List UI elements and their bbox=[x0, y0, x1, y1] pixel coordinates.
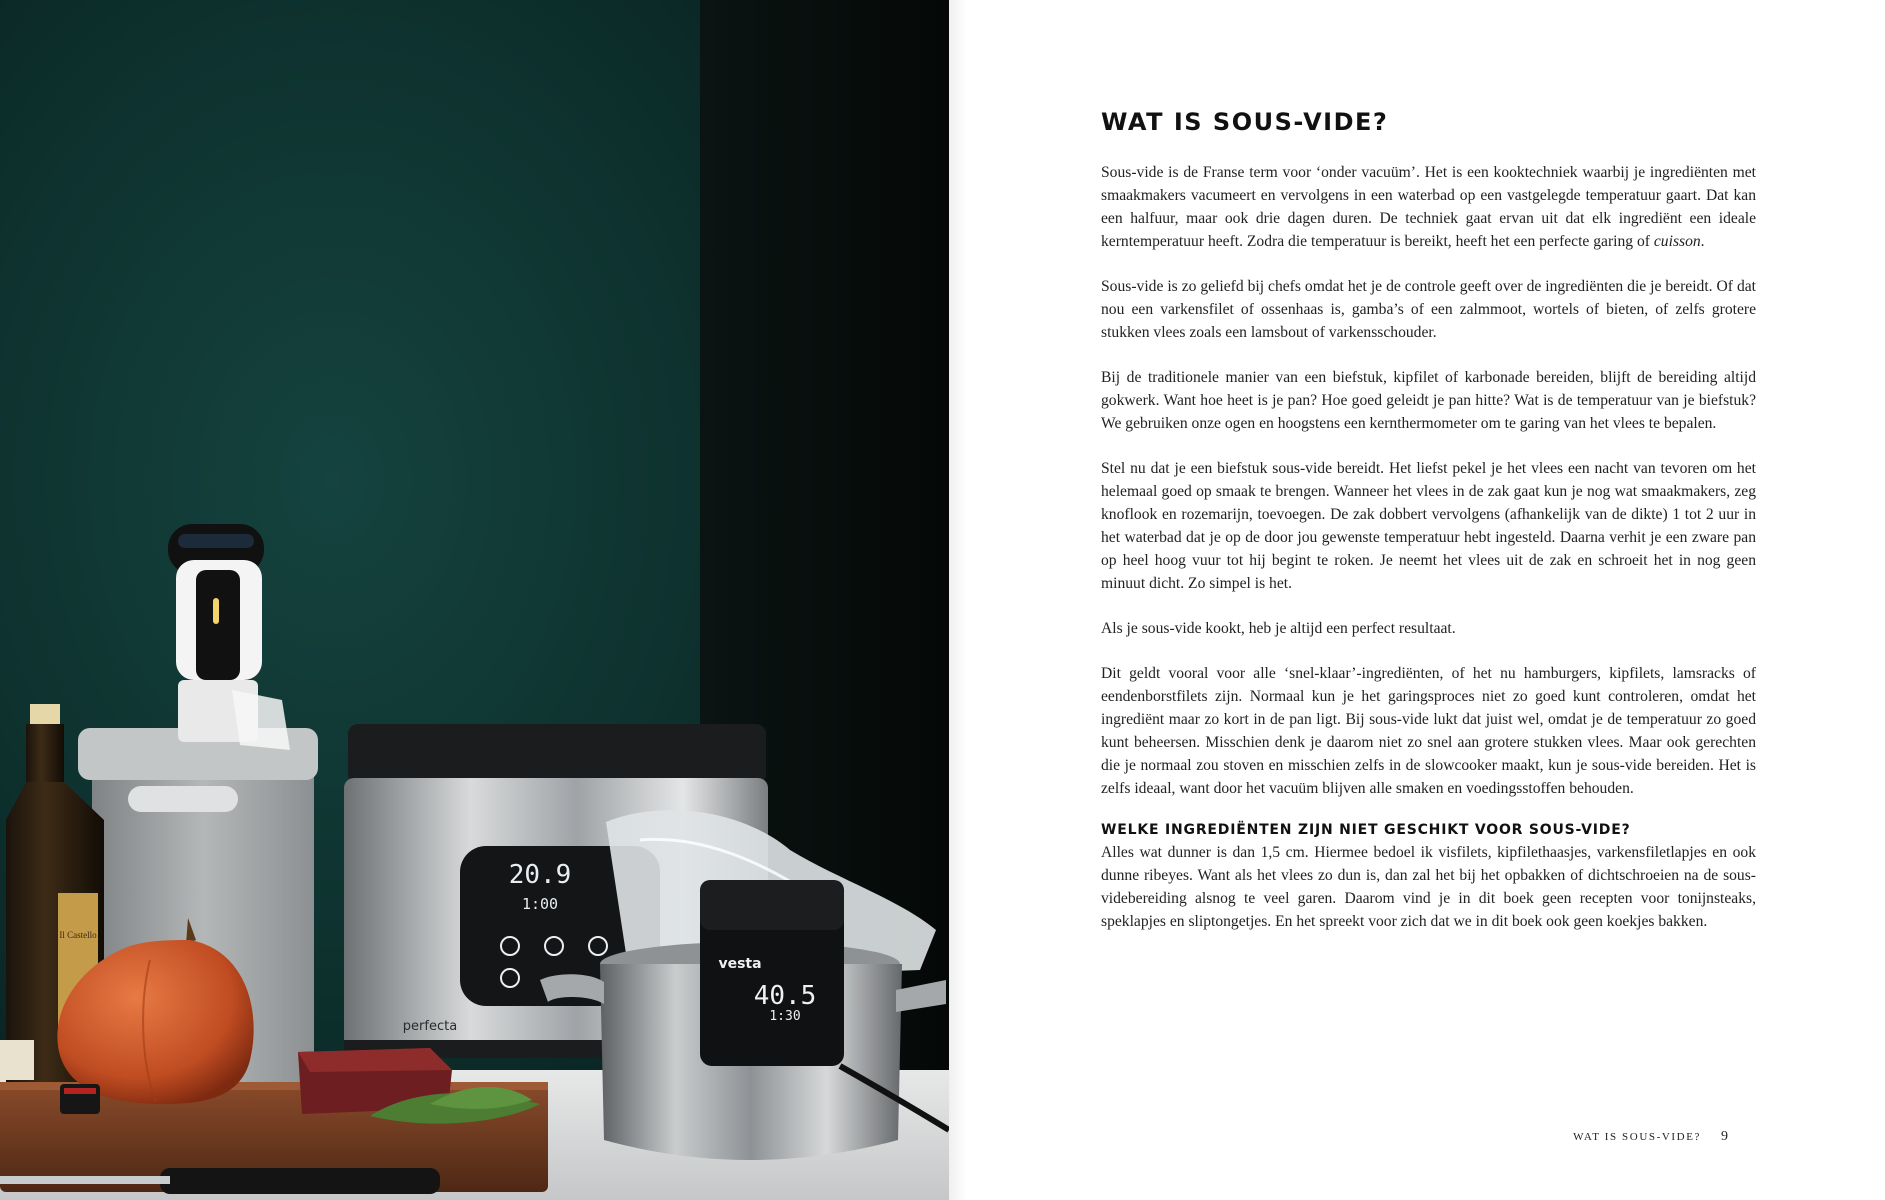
page-footer bbox=[949, 1129, 1885, 1149]
section-subtitle: WELKE INGREDIËNTEN ZIJN NIET GESCHIKT VOOR SOUS-VIDE? bbox=[1101, 822, 1631, 838]
bath-brand: perfecta bbox=[402, 1019, 458, 1034]
body-text bbox=[1101, 161, 1756, 955]
bath-display-temp: 20.9 bbox=[508, 860, 572, 890]
paragraph-7: Alles wat dunner is dan 1,5 cm. Hiermee bedoel ik visfilets, kipfilethaasjes, varkensfiletlapjes en ook dunne ribeyes. Want als het vlees zo dun is, dan zal het bij het opbakken of dichtschroeien na de sous-videbereiding alsnog te veel garen. Daarom vind je in dit boek geen recepten voor tonijnsteaks, speklapjes en sliptongetjes. En het spreekt voor zich dat we in dit boek ook geen koekjes bakken. bbox=[1101, 844, 1756, 930]
stick-display-temp: 40.5 bbox=[753, 981, 817, 1011]
bottle-label: Il Castello bbox=[59, 930, 97, 940]
cuisson-term: cuisson bbox=[1653, 233, 1701, 250]
running-head: WAT IS SOUS-VIDE? bbox=[1573, 1131, 1701, 1143]
paragraph-4: Stel nu dat je een biefstuk sous-vide bereidt. Het liefst pekel je het vlees een nacht van tevoren om het helemaal goed op smaak te brengen. Wanneer het vlees in de zak gaat kun je nog wat smaakmakers, zeg knoflook en rozemarijn, toevoegen. De zak dobbert vervolgens (afhankelijk van de dikte) 1 tot 2 uur in het waterbad dat je op de door jou gewenste temperatuur hebt ingesteld. Daarna verhit je een zware pan op heel hoog vuur tot hij begint te roken. Je neemt het vlees uit de zak en schroeit het in nog geen minuut dicht. Zo simpel is het. bbox=[1101, 460, 1756, 592]
cuisson-period: . bbox=[1700, 233, 1705, 250]
page-number: 9 bbox=[1721, 1129, 1728, 1144]
stick-display-time: 1:30 bbox=[769, 1009, 801, 1024]
text-page bbox=[949, 0, 1885, 1200]
page-title: WAT IS SOUS-VIDE? bbox=[1101, 108, 1389, 136]
stick-brand: vesta bbox=[718, 956, 762, 972]
bath-display-time: 1:00 bbox=[521, 895, 559, 913]
paragraph-2: Sous-vide is zo geliefd bij chefs omdat het je de controle geeft over de ingrediënten die je bereidt. Of dat nou een varkensfilet of ossenhaas is, gamba’s of een zalmmoot, wortels of bieten, of zelfs grotere stukken vlees zoals een lamsbout of varkensschouder. bbox=[1101, 278, 1756, 341]
paragraph-3: Bij de traditionele manier van een biefstuk, kipfilet of karbonade bereiden, blijft de bereiding altijd gokwerk. Want hoe heet is je pan? Hoe goed geleidt je pan hitte? Wat is de temperatuur van je biefstuk? We gebruiken onze ogen en hoogstens een kernthermometer om te garing van het vlees te bepalen. bbox=[1101, 369, 1756, 432]
gutter-shade bbox=[949, 0, 967, 1200]
paragraph-1 bbox=[1101, 161, 1756, 253]
paragraph-6: Dit geldt vooral voor alle ‘snel-klaar’-ingrediënten, of het nu hamburgers, kipfilets, lamsracks of eendenborstfilets zijn. Normaal kun je het garingsproces niet zo goed kunt controleren, omdat het ingrediënt maar zo kort in de pan ligt. Bij sous-vide lukt dat juist wel, omdat je de temperatuur zo goed kunt beheersen. Misschien denk je daarom niet zo snel aan grotere stukken vlees. Maar ook gerechten die je normaal zou stoven en misschien zelfs in de slowcooker maakt, kun je sous-vide bereiden. Het is zelfs ideaal, want door het vacuüm blijven alle smaken en voedingsstoffen behouden. bbox=[1101, 665, 1756, 797]
paragraph-5: Als je sous-vide kookt, heb je altijd een perfect resultaat. bbox=[1101, 620, 1456, 637]
paragraph-1-text: Sous-vide is de Franse term voor ‘onder vacuüm’. Het is een kooktechniek waarbij je ingrediënten met smaakmakers vacumeert en vervolgens in een waterbad op een vastgelegde temperatuur gaart. Dat kan een halfuur, maar ook drie dagen duren. De techniek gaat ervan uit dat elk ingrediënt een ideale kerntemperatuur heeft. Zodra die temperatuur is bereikt, heeft het een perfecte garing of bbox=[1101, 164, 1756, 250]
